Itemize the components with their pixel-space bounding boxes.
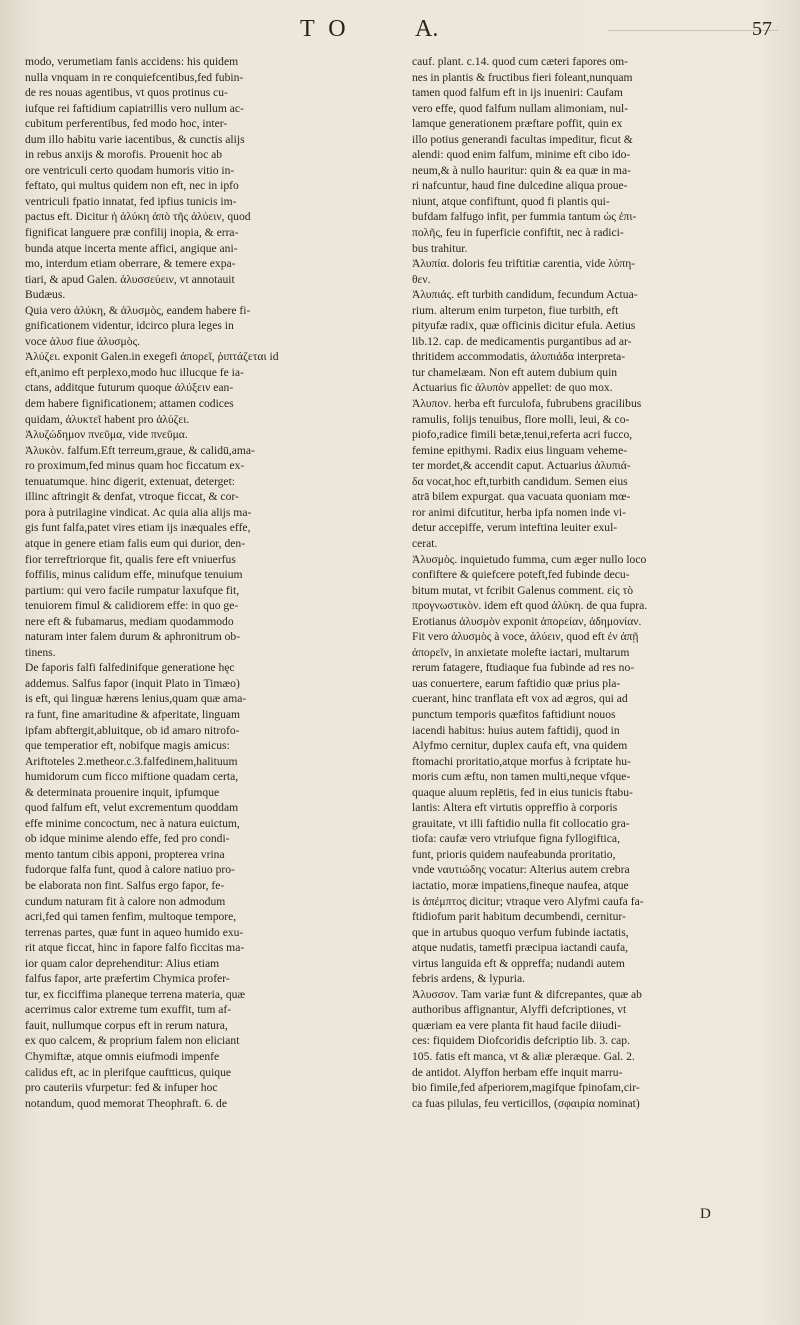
left-column-line: ra funt, fine amaritudine & afperitate, linguam xyxy=(25,707,241,721)
left-column-line: fudorque falfa funt, quod à calore natiuo pro- xyxy=(25,863,235,877)
right-column-line: Ἀλυπιάς. eft turbith candidum, fecundum Actua- xyxy=(412,288,638,302)
left-column-line: falfus fapor, arte præfertim Chymica profer- xyxy=(25,972,230,986)
right-column-line: punctum temporis quæfitos faftidiunt nouos xyxy=(412,707,616,721)
left-column xyxy=(25,54,383,1111)
page-number: 57 xyxy=(752,18,772,40)
right-column-line: cauf. plant. c.14. quod cum cæteri fapores om- xyxy=(412,55,629,68)
right-column-line: detur accepiffe, verum inteftina leuiter exul- xyxy=(412,521,618,535)
left-column-line: tur, ex ficciffima planeque terrena materia, quæ xyxy=(25,987,246,1001)
left-column-line: naturam inter falem durum & aphronitrum ob- xyxy=(25,630,241,644)
left-column-line: humidorum cum ficco miftione quadam certa, xyxy=(25,770,239,784)
left-column-line: Budæus. xyxy=(25,288,66,302)
right-column-line: neum,& à nullo hauritur: quin & ea quæ in ma- xyxy=(412,163,631,177)
left-column-line: tenuiorem fimul & calidiorem effe: in quo ge- xyxy=(25,599,239,613)
right-column-line: atque nudatis, tametfi præcipua iactandi caufa, xyxy=(412,941,629,955)
right-column-line: authoribus affignantur, Alyffi defcriptiones, vt xyxy=(412,1003,627,1017)
left-column-line: Ἀλύζει. exponit Galen.in exegefi ἀπορεῖ, ῥιπτάζεται id xyxy=(25,350,279,364)
left-column-line: quidam, ἀλυκτεῖ habent pro ἀλύζει. xyxy=(25,412,190,426)
right-column-line: Fit vero ἀλυσμὸς à voce, ἀλύειν, quod eft ἐν ἀπῇ xyxy=(412,630,639,644)
right-column-line: bitum mutat, vt fcribit Galenus comment. εἰς τὸ xyxy=(412,583,634,597)
right-column-line: ri nafcuntur, haud fine dulcedine aliqua proue- xyxy=(412,179,628,193)
right-column-line: Alyfmo cernitur, duplex caufa eft, vna quidem xyxy=(412,739,628,753)
left-column-line: illinc aftringit & denfat, vtroque ficcat, & cor- xyxy=(25,490,239,504)
right-column-line: bus trahitur. xyxy=(412,241,468,255)
left-column-line: Ἀλυκὸν. falfum.Eft terreum,graue, & calidū,ama- xyxy=(25,443,255,457)
right-column-line: ces: fiquidem Diofcoridis defcriptio lib. 3. cap. xyxy=(412,1034,630,1048)
right-column-line: bufdam falfugo infit, per fummia tantum ὡς ἐπι- xyxy=(412,210,637,224)
right-column-line: iactatio, moræ impatiens,fineque naufea, atque xyxy=(412,878,629,892)
right-column-line: cuerant, hinc tranflata eft vox ad ægros, qui ad xyxy=(412,692,628,706)
left-column-line: & determinata prouenire inquit, ipfumque xyxy=(25,785,220,799)
right-column-line: Ἀλυπον. herba eft furculofa, fubrubens gracilibus xyxy=(412,397,642,411)
right-column-line: uas conuertere, earum faftidio quæ prius pla- xyxy=(412,676,621,690)
left-column-line: in rebus anxijs & morofis. Prouenit hoc ab xyxy=(25,148,223,162)
left-column-line: ex quo calcem, & proprium falem non eliciant xyxy=(25,1034,240,1048)
left-column-line: Chymiftæ, atque omnis eiufmodi impenfe xyxy=(25,1050,220,1063)
right-column-line: ἀπορεῖν, in anxietate molefte iactari, multarum xyxy=(412,645,630,659)
left-column-line: iufque rei faftidium capiatrillis vero nullum ac- xyxy=(25,101,244,115)
right-column-line: πολῆς, feu in fuperficie confiftit, nec à radici- xyxy=(412,226,624,240)
left-column-line: nere eft & fubamarus, mediam quodammodo xyxy=(25,614,234,628)
left-column-line: gnificationem videntur, idcirco plura leges in xyxy=(25,319,234,333)
left-column-line: Quia vero ἀλύκη, & ἀλυσμὸς, eandem habere fi- xyxy=(25,303,251,317)
right-column-line: virtus languida eft & oppreffa; nudandi autem xyxy=(412,956,625,970)
right-column-line: de antidot. Alyffon herbam effe inquit marru- xyxy=(412,1065,623,1079)
left-column-line: acerrimus calor extreme tum exuffit, tum af- xyxy=(25,1003,232,1017)
left-column-line: modo, verumetiam fanis accidens: his quidem xyxy=(25,55,239,68)
right-column-line: 105. fatis eft manca, vt & aliæ pleræque. Gal. 2. xyxy=(412,1050,635,1063)
left-column-line: atque in genere etiam falis eum qui durior, den- xyxy=(25,536,246,550)
right-column-line: ca fuas pilulas, feu verticillos, (σφαιρία nominat) xyxy=(412,1096,640,1110)
right-column-line: tur chamelæam. Non eft autem dubium quin xyxy=(412,365,618,379)
left-column-line: pora à putrilagine vindicat. Ac quia alia alijs ma- xyxy=(25,505,252,519)
right-column-line: lib.12. cap. de medicamentis purgantibus ad ar- xyxy=(412,334,632,348)
left-column-line: nulla vnquam in re conquiefcentibus,fed fubin- xyxy=(25,70,244,84)
left-column-line: is eft, qui linguæ hærens lenius,quam quæ ama- xyxy=(25,692,247,706)
right-column-line: προγνωστικὸν. idem eft quod ἀλύκη. de qua fupra. xyxy=(412,599,648,613)
right-column-line: confiftere & quiefcere poteft,fed fubinde decu- xyxy=(412,568,630,582)
left-column-line: acri,fed qui tamen fenfim, multoque tempore, xyxy=(25,910,237,924)
running-head-right: A. xyxy=(415,16,439,42)
left-column-line: calidus eft, ac in plerifque cauftticus, quique xyxy=(25,1065,232,1079)
right-column-line: moris cum æftu, non tamen multi,neque vfque- xyxy=(412,770,631,784)
left-column-line: ore ventriculi certo quodam humoris vitio in- xyxy=(25,163,235,177)
right-column-line: vero effe, quod falfum nullam alimoniam, nul- xyxy=(412,101,629,115)
right-column-line: is ἀπέμπτος dicitur; vtraque vero Alyfmi caufa fa- xyxy=(412,894,644,908)
right-column-line: Ἀλυσσον. Tam variæ funt & difcrepantes, quæ ab xyxy=(412,987,642,1001)
running-head-left: T O xyxy=(300,16,350,42)
right-column-line: ror animi difcutitur, herba ipfa nomen inde vi- xyxy=(412,505,626,519)
left-column-line: ctans, additque futurum quoque ἀλύξειν ean- xyxy=(25,381,234,395)
right-column-line: atrā bilem expurgat. qua vacuata quoniam mœ- xyxy=(412,490,631,504)
right-column-line: ftomachi proritatio,atque morfus à fcriptate hu- xyxy=(412,754,631,768)
left-column-line: mo, interdum etiam oberrare, & temere expa- xyxy=(25,257,236,271)
right-column-line: pityufæ radix, quæ officinis dicitur efula. Aetius xyxy=(412,319,636,333)
right-column-line: alendi: quod enim falfum, minime eft cibo ido- xyxy=(412,148,631,162)
right-column-line: lamque generationem præftare poffit, quin ex xyxy=(412,117,623,131)
right-column-line: grauitate, vt illi faftidio nulla fit collocatio gra- xyxy=(412,816,630,830)
right-column-line: rium. alterum enim turpeton, fiue turbith, eft xyxy=(412,303,619,317)
left-column-line: rit atque ficcat, hinc in fapore falfo ficcitas ma- xyxy=(25,941,245,955)
right-column-line: ftidiofum parit habitum decumbendi, cernitur- xyxy=(412,910,626,924)
left-column-line: ventriculi fpatio innatat, fed ipfius tunicis im- xyxy=(25,194,237,208)
left-column-line: notandum, quod memorat Theophraft. 6. de xyxy=(25,1096,227,1110)
left-column-line: Ἀλυζώδημον πνεῦμα, vide πνεῦμα. xyxy=(25,428,188,442)
signature-mark: D xyxy=(700,1206,711,1222)
right-column-line: febris ardens, & lypuria. xyxy=(412,972,526,986)
running-head xyxy=(0,14,800,48)
left-column-line: be elaborata non fint. Salfus ergo fapor, fe- xyxy=(25,878,225,892)
right-column-line: Ἀλυπία. doloris feu triftitiæ carentia, vide λύπη- xyxy=(412,257,636,271)
left-column-line: que temperatior eft, nobifque magis amicus: xyxy=(25,739,230,753)
left-column-line: dum illo habitu varie iacentibus, & cunctis alijs xyxy=(25,132,245,146)
left-column-line: fauit, nullumque corpus eft in rerum natura, xyxy=(25,1018,228,1032)
right-column-line: θεν. xyxy=(412,272,431,286)
right-column-line: Ἀλυσμὸς. inquietudo fumma, cum æger nullo loco xyxy=(412,552,647,566)
left-column-line: bunda atque incerta mente affici, angique ani- xyxy=(25,241,238,255)
right-column-line: δα vocat,hoc eft,turbith candidum. Semen eius xyxy=(412,474,628,488)
right-column-line: lantis: Altera eft virtutis oppreffio à corporis xyxy=(412,801,618,815)
left-column-line: cundum naturam fit à calore non admodum xyxy=(25,894,226,908)
left-column-line: eft,animo eft perplexo,modo huc illucque fe ia- xyxy=(25,365,244,379)
left-column-line: fior terreftriorque fit, qualis fere eft vniuerfus xyxy=(25,552,236,566)
left-column-line: feftato, qui multus quidem non eft, nec in ipfo xyxy=(25,179,239,193)
right-column-line: thritidem accommodatis, ἀλυπιάδα interpreta- xyxy=(412,350,626,364)
right-column-line: que in artubus quoquo verfum fubinde iactatis, xyxy=(412,925,629,939)
left-column-line: partium: qui vero facile rumpatur laxufque fit, xyxy=(25,583,240,597)
right-column-line: piofo,radice fimili betæ,tenui,referta acri fucco, xyxy=(412,428,633,442)
right-column-line: nes in plantis & fructibus fieri foleant,nunquam xyxy=(412,70,633,84)
left-column-line: ro proximum,fed minus quam hoc ficcatum ex- xyxy=(25,459,245,473)
left-column-line: addemus. Salfus fapor (inquit Plato in Timæo) xyxy=(25,676,240,690)
left-column-line: quod falfum eft, velut excrementum quoddam xyxy=(25,801,239,815)
right-column-line: ter mordet,& accendit caput. Actuarius ἀλυπιά- xyxy=(412,459,631,473)
left-column-line: tenuatumque. hinc digerit, extenuat, deterget: xyxy=(25,474,236,488)
left-column-line: foffilis, minus calidum effe, minufque tenuium xyxy=(25,568,243,582)
left-column-line: de res nouas agentibus, vt quos protinus cu- xyxy=(25,86,228,100)
left-column-line: ob idque minime alendo effe, fed pro condi- xyxy=(25,832,230,846)
left-column-line: gis funt falfa,patet vires etiam ijs inæquales effe, xyxy=(25,521,251,535)
right-column-line: bio fimile,fed afperiorem,magifque fpinofam,cir- xyxy=(412,1081,640,1095)
left-column-line: ipfam abftergit,abluitque, ob id amaro nitrofo- xyxy=(25,723,240,737)
right-column-line: niunt, atque confiftunt, quod fi plantis qui- xyxy=(412,194,610,208)
left-column-line: cubitum perferentibus, fed modo hoc, inter- xyxy=(25,117,228,131)
left-column-line: Ariftoteles 2.metheor.c.3.falfedinem,halituum xyxy=(25,754,238,768)
left-column-line: mento tantum cibis apponi, propterea vrina xyxy=(25,847,225,861)
right-column-line: Erotianus ἀλυσμὸν exponit ἀπορείαν, ἀδημονίαν. xyxy=(412,614,642,628)
left-column-line: pactus eft. Dicitur ἡ ἀλύκη ἀπὸ τῆς ἀλύειν, quod xyxy=(25,210,251,224)
right-column-line: quæriam ea vere planta fit haud facile diiudi- xyxy=(412,1018,621,1032)
right-column-line: illo potius generandi facultas impeditur, ficut & xyxy=(412,132,633,146)
left-column-line: De faporis falfi falfedinifque generatione hęc xyxy=(25,661,235,675)
right-column-line: tiofa: caufæ vero vtriufque figna fyllogiftica, xyxy=(412,832,620,846)
left-column-line: terrenas partes, quæ funt in aqueo humido exu- xyxy=(25,925,244,939)
left-column-line: voce ἀλυσ fiue ἀλυσμὸς. xyxy=(25,334,141,348)
right-column-line: funt, prioris quidem naufeabunda proritatio, xyxy=(412,847,616,861)
right-column-line: iacendi habitus: huius autem faftidij, quod in xyxy=(412,723,620,737)
right-column-line: femine epithymi. Radix eius linguam veheme- xyxy=(412,443,628,457)
left-column-line: pro cauteriis vfurpetur: fed & infuper hoc xyxy=(25,1081,218,1095)
left-column-line: dem habere fignificationem; attamen codices xyxy=(25,397,234,411)
right-column-line: quaque aluum replētis, fed in eius tunicis ftabu- xyxy=(412,785,633,799)
left-column-line: tiari, & apud Galen. ἀλυσσεύειν, vt annotauit xyxy=(25,272,235,286)
right-column xyxy=(412,54,748,1111)
left-column-line: ior quam calor deprehenditur: Alius etiam xyxy=(25,956,220,970)
right-column-line: vnde ναυτιώδης vocatur: Alterius autem crebra xyxy=(412,863,630,877)
right-column-line: rerum fatagere, ftudiaque fua fubinde ad res no- xyxy=(412,661,635,675)
left-column-line: fignificat languere præ confilij inopia, & erra- xyxy=(25,226,239,240)
right-column-line: tamen quod falfum eft in ijs inueniri: Caufam xyxy=(412,86,623,100)
right-column-line: Actuarius fic ἀλυπὸν appellet: de quo mox. xyxy=(412,381,613,395)
left-column-line: effe minime concoctum, nec à natura euictum, xyxy=(25,816,240,830)
right-column-line: cerat. xyxy=(412,536,438,550)
right-column-line: ramulis, folijs tenuibus, flore molli, leui, & co- xyxy=(412,412,630,426)
left-column-line: tinens. xyxy=(25,645,56,659)
